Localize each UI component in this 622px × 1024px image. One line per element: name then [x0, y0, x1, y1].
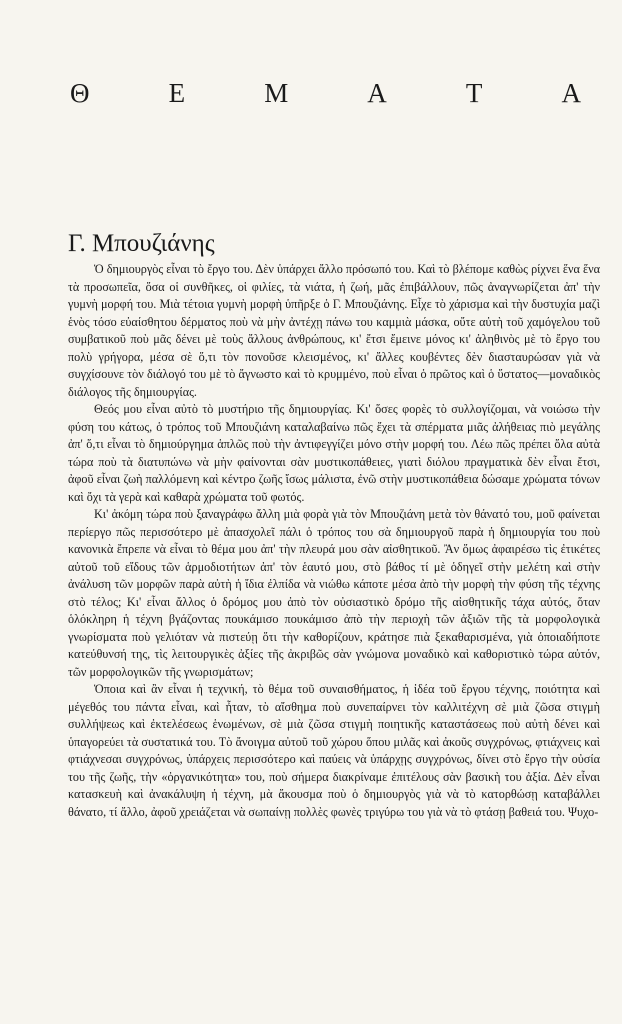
running-title-letter: Θ: [70, 78, 91, 108]
paragraph: Ὁ δημιουργὸς εἶναι τὸ ἔργο του. Δὲν ὑπάρχει ἄλλο πρόσωπό του. Καὶ τὸ βλέπομε καθὼς ρίχνει ἕνα ἕνα τὰ προσωπεῖα, ὅσα οἱ συνθῆκες, οἱ φιλίες, τὰ νιάτα, ἡ ζωή, μᾶς ἐπιβάλλουν, πῶς ἀναγνωρίζεται ἀπ' τὴν γυμνὴ μορφή του. Μιὰ τέτοια γυμνὴ μορφὴ ὑπῆρξε ὁ Γ. Μπουζιάνης. Εἶχε τὸ χάρισμα καὶ τὴν δυστυχία μαζὶ ἑνὸς τόσο εὐαίσθητου δέρματος ποὺ νὰ μὴν ἀντέχῃ πάνω του καμμιὰ μάσκα, οὔτε αὐτὴ τοῦ χαμόγελου τοῦ συμβατικοῦ ποὺ μᾶς δένει μὲ τοὺς ἄλλους ἀνθρώπους, κι' ἔτσι ἔμεινε μόνος κι' ἀληθινὸς μὲ τὸ ἔργο του πολὺ γρήγορα, μέσα σὲ ὅ,τι τὸν πονοῦσε κλεισμένος, κι' ἄλλες κουβέντες δὲν διασταυρώσαν γιὰ νὰ συγχίσουνε τὸν διάλογό του μὲ τὸ ἄγνωστο καὶ τὸ κρυμμένο, ποὺ εἶναι ὁ πρῶτος καὶ ὁ ὕστατος—μοναδικὸς διάλογος τῆς δημιουργίας.: [68, 262, 600, 399]
paragraph: Ὁποια καὶ ἂν εἶναι ἡ τεχνική, τὸ θέμα τοῦ συναισθήματος, ἡ ἰδέα τοῦ ἔργου τέχνης, ποιότητα καὶ μέγεθός του πάντα εἶναι, καὶ ἦταν, τὸ αἴσθημα ποὺ συνεπαίρνει τὸν καλλιτέχνη σὲ μιὰ ζῶσα στιγμὴ συλλήψεως καὶ ἐκτελέσεως ἑνωμένων, σὲ μιὰ ζῶσα στιγμὴ ποιητικῆς καταστάσεως ποὺ αὐτὴ δένει καὶ ὑπαγορεύει τὰ συστατικά του. Τὸ ἄνοιγμα αὐτοῦ τοῦ χώρου ὅπου μιλᾶς καὶ ἀκοῦς συγχρόνως, φτιάχνεις καὶ φτιάχνεσαι συγχρόνως, ὑπάρχεις περισσότερο καὶ παύεις νὰ ὑπάρχῃς συγχρόνως, δίνει στὸ ἔργο τὴν οὐσία του τῆς ζωῆς, τὴν «ὀργανικότητα» του, ποὺ σήμερα διακρίναμε ἐπιτέλους σὰν βασικὴ του ἀξία. Δὲν εἶναι κατασκευὴ καὶ ἀνακάλυψη ἡ τέχνη, μὰ ἄκουσμα ποὺ ὁ δημιουργὸς γιὰ νὰ τὸ κατορθώσῃ καταβάλλει θάνατο, τί ἄλλο, ἀφοῦ χρειάζεται νὰ σωπαίνῃ πολλὲς φωνὲς τριγύρω του γιὰ νὰ τὸ φτάσῃ βαθειά του. Ψυχο-: [68, 682, 600, 819]
running-title-letter: Ε: [168, 78, 187, 108]
article-title: Γ. Μπουζιάνης: [68, 230, 215, 257]
running-title-letter: Α: [561, 78, 582, 108]
running-title-letter: Τ: [465, 78, 484, 108]
running-title-letter: Μ: [264, 78, 290, 108]
paragraph: Κι' ἀκόμη τώρα ποὺ ξαναγράφω ἄλλη μιὰ φορὰ γιὰ τὸν Μπουζιάνη μετὰ τὸν θάνατό του, μοῦ φαίνεται περίεργο πῶς περισσότερο μὲ ἀπασχολεῖ πάλι ὁ τρόπος του σὰ δημιουργοῦ παρὰ ἡ δημιουργία του ποὺ κανονικὰ ἔπρεπε νὰ εἶναι τὸ θέμα μου ἀπ' τὴν πλευρά μου σὰν αἰσθητικοῦ. Ἂν ὅμως ἀφαιρέσω τὶς ἐτικέτες αὐτοῦ τοῦ εἴδους τῶν ἁρμοδιοτήτων ἀπ' τὸν ἑαυτό μου, στὸ βάθος τί μὲ ὁδηγεῖ στὴν μελέτη καὶ στὴν ἀνάλυση τῶν μορφῶν παρὰ αὐτὴ ἡ ἴδια ἐλπίδα νὰ νιώθω κάποτε μέσα ἀπὸ τὴν μορφὴ τὴν φύση τῆς τέχνης στὸ τέλος; Κι' εἶναι ἄλλος ὁ δρόμος μου ἀπὸ τὸν οὐσιαστικὸ δρόμο τῆς αἰσθητικῆς τάχα αὐτός, ὅταν ὁλόκληρη ἡ τέχνη βγάζοντας πουκάμισο πουκάμισο ἀπὸ τὴν περιοχὴ τῶν ἀξιῶν τῆς τὰ μορφολογικὰ γνωρίσματα ποὺ γελιόταν νὰ πιστεύῃ ὅτι τὴν καθορίζουν, κράτησε πιὰ ξεκαθαρισμένα, γιὰ ὁποιαδήποτε κατεύθυνσή της, τὶς λειτουργικὲς ἀξίες τῆς ἀκριβῶς σὰν γνώμονα μοναδικὸ καὶ καθοριστικὸ τώρα αὐτόν, τῶν μορφολογικῶν τῆς γνωρισμάτων;: [68, 507, 600, 679]
running-title: [70, 78, 582, 109]
paragraph: Θεός μου εἶναι αὐτὸ τὸ μυστήριο τῆς δημιουργίας. Κι' ὅσες φορὲς τὸ συλλογίζομαι, νὰ νοιώσω τὴν φύση του κάτως, ὁ τρόπος τοῦ Μπουζιάνη καταλαβαίνω πῶς ἔχει τὰ σπέρματα μιᾶς ἀλήθειας πιὸ μεγάλης ἀπ' ὅ,τι εἶναι τὸ δημιούργημα ἁπλῶς ποὺ τὴν ἀντιφεγγίζει μόνο στὴν μορφή του. Λέω πῶς πρέπει ὅλα αὐτὰ τώρα ποὺ τὰ διατυπώνω νὰ μὴν φαίνονται σὰν μυστικοπάθειες, γιατὶ διόλου πραγματικὰ δὲν εἶναι ἔτσι, ἀφοῦ εἶναι ζωὴ παλλόμενη καὶ κέντρο ζωῆς ἴσως μάλιστα, ἐνῶ στὴν μυστικοπάθεια δώσαμε χρώματα τόνων καὶ ὄχι τὰ γερὰ καὶ καθαρὰ χρώματα τοῦ φωτός.: [68, 402, 600, 504]
article-body: [68, 261, 600, 821]
running-title-letter: Α: [367, 78, 388, 108]
